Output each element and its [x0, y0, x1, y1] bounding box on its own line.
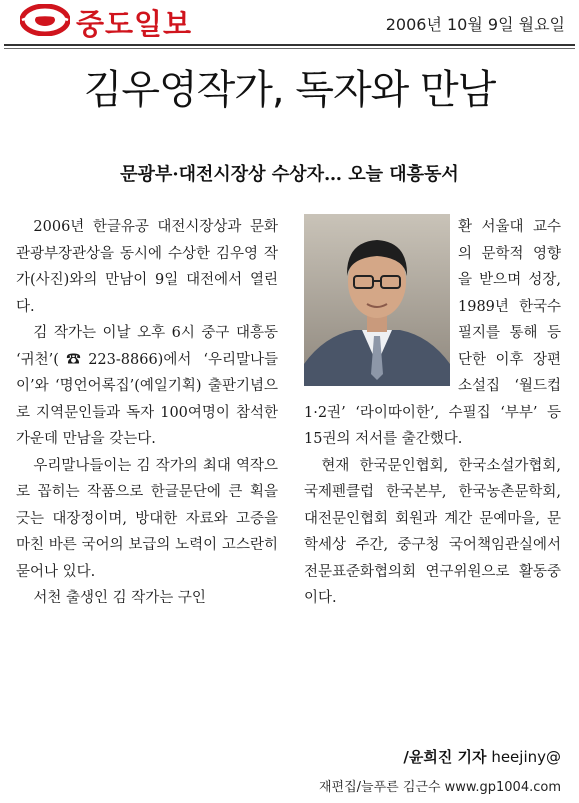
newspaper-logo-icon	[20, 4, 70, 36]
article-headline: 김우영작가, 독자와 만남	[83, 67, 496, 113]
paper-name: 중도일보	[76, 7, 193, 41]
byline-name: /윤희진 기자	[403, 748, 487, 766]
paragraph: 현재 한국문인협회, 한국소설가협회, 국제펜클럽 한국본부, 한국농촌문학회, 대전문인협회 회원과 계간 문예마을, 문학세상 주간, 중구청 국어책임관실에서 전문표준화협의회 연구위원으로 활동중이다.	[304, 457, 561, 606]
paragraph: 김 작가는 이날 오후 6시 중구 대흥동 ‘귀천’(☎223-8866)에서 ‘우리말나들이’와 ‘명언어록집’(예일기획) 출판기념으로 지역문인들과 독자 100여명이 참석한 가운데 만남을 갖는다.	[16, 325, 278, 447]
paragraph: 환 서울대 교수의 문학적 영향을 받으며 성장, 1989년 한국수필지를 통해 등단한 이후 장편소설집 ‘월드컵 1·2권’ ‘라이따이한’, 수필집 ‘부부’ 등 15권의 저서를 출간했다.	[304, 219, 561, 447]
byline	[403, 746, 561, 767]
article-subheadline: 문광부·대전시장상 수상자… 오늘 대흥동서	[120, 164, 459, 185]
article-column-right	[304, 214, 561, 744]
paragraph: 우리말나들이는 김 작가의 최대 역작으로 꼽히는 작품으로 한글문단에 큰 획을 긋는 대장정이며, 방대한 자료와 고증을 마친 바른 국어의 보급의 노력이 고스란히 묻어나 있다.	[16, 457, 278, 580]
author-photo	[304, 214, 450, 386]
paragraph: 서천 출생인 김 작가는 구인	[33, 590, 206, 606]
issue-date: 2006년 10월 9일 월요일	[385, 15, 565, 34]
article-column-left	[16, 214, 278, 766]
masthead-thin-rule	[4, 48, 575, 49]
masthead-rule	[4, 44, 575, 46]
footer-credit: 재편집/늘푸른 김근수 www.gp1004.com	[319, 780, 561, 795]
paragraph: 2006년 한글유공 대전시장상과 문화관광부장관상을 동시에 수상한 김우영 작가(사진)와의 만남이 9일 대전에서 열린다.	[16, 219, 278, 315]
byline-email: heejiny@	[491, 748, 561, 766]
masthead	[0, 0, 579, 40]
